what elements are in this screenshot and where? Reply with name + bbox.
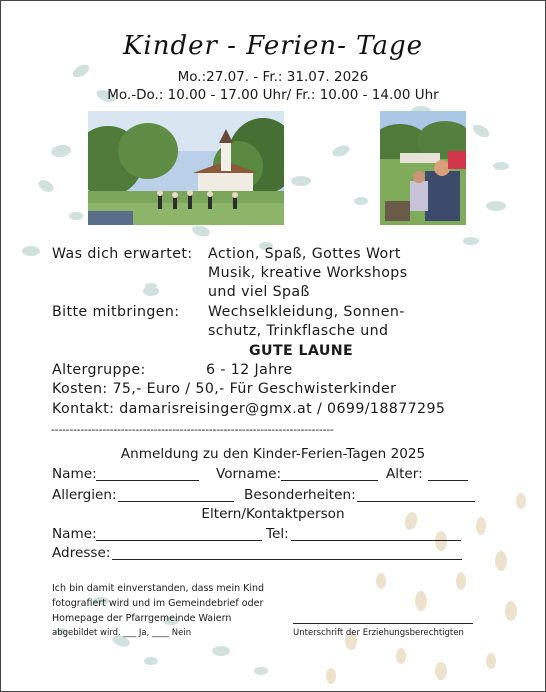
bring-label: Bitte mitbringen: bbox=[52, 304, 180, 320]
expect-line-2: Musik, kreative Workshops bbox=[208, 265, 408, 281]
parent-name-label: Name: bbox=[52, 526, 97, 542]
vorname-label: Vorname: bbox=[216, 466, 282, 482]
age-label: Altergruppe: bbox=[52, 362, 146, 378]
contact-line: Kontakt: damarisreisinger@gmx.at / 0699/18877295 bbox=[52, 401, 446, 417]
age-value: 6 - 12 Jahre bbox=[206, 362, 293, 378]
besonderheiten-field[interactable] bbox=[357, 501, 475, 502]
form-heading: Anmeldung zu den Kinder-Ferien-Tagen 2025 bbox=[120, 446, 426, 462]
consent-line-2: fotografiert wird und im Gemeindebrief oder bbox=[52, 598, 264, 609]
opening-hours: Mo.-Do.: 10.00 - 17.00 Uhr/ Fr.: 10.00 - 14.00 Uhr bbox=[107, 87, 439, 103]
allergien-label: Allergien: bbox=[52, 487, 117, 503]
signature-caption: Unterschrift der Erziehungsberechtigten bbox=[293, 628, 464, 638]
flyer-title: Kinder - Ferien- Tage bbox=[122, 31, 424, 61]
expect-line-3: und viel Spaß bbox=[208, 284, 310, 300]
name-field[interactable] bbox=[96, 480, 199, 481]
parents-heading: Eltern/Kontaktperson bbox=[201, 506, 345, 522]
cost-line: Kosten: 75,- Euro / 50,- Für Geschwisterkinder bbox=[52, 381, 397, 397]
church-photo bbox=[88, 111, 284, 225]
signature-line[interactable] bbox=[293, 623, 473, 624]
vorname-field[interactable] bbox=[281, 480, 378, 481]
bring-line-1: Wechselkleidung, Sonnen- bbox=[208, 304, 405, 320]
bring-line-2: schutz, Trinkflasche und bbox=[208, 323, 389, 339]
alter-field[interactable] bbox=[428, 480, 468, 481]
expect-label: Was dich erwartet: bbox=[52, 246, 193, 262]
besonderheiten-label: Besonderheiten: bbox=[244, 487, 356, 503]
adresse-label: Adresse: bbox=[52, 545, 111, 561]
consent-line-1: Ich bin damit einverstanden, dass mein Kind bbox=[52, 583, 265, 594]
allergien-field[interactable] bbox=[118, 501, 234, 502]
consent-line-3: Homepage der Pfarrgemeinde Waiern bbox=[52, 613, 232, 624]
bring-emphasis: GUTE LAUNE bbox=[249, 343, 354, 359]
date-range: Mo.:27.07. - Fr.: 31.07. 2026 bbox=[177, 69, 369, 85]
group-photo bbox=[380, 111, 466, 225]
adresse-field[interactable] bbox=[112, 559, 462, 560]
consent-yes-no[interactable]: abgebildet wird. ___ Ja, ____ Nein bbox=[52, 628, 192, 638]
name-label: Name: bbox=[52, 466, 97, 482]
tel-field[interactable] bbox=[291, 540, 461, 541]
alter-label: Alter: bbox=[386, 466, 423, 482]
tel-label: Tel: bbox=[266, 526, 289, 542]
parent-name-field[interactable] bbox=[96, 540, 262, 541]
expect-line-1: Action, Spaß, Gottes Wort bbox=[208, 246, 401, 262]
cut-separator: ----------------------------------------------------------------------------- bbox=[51, 423, 334, 436]
